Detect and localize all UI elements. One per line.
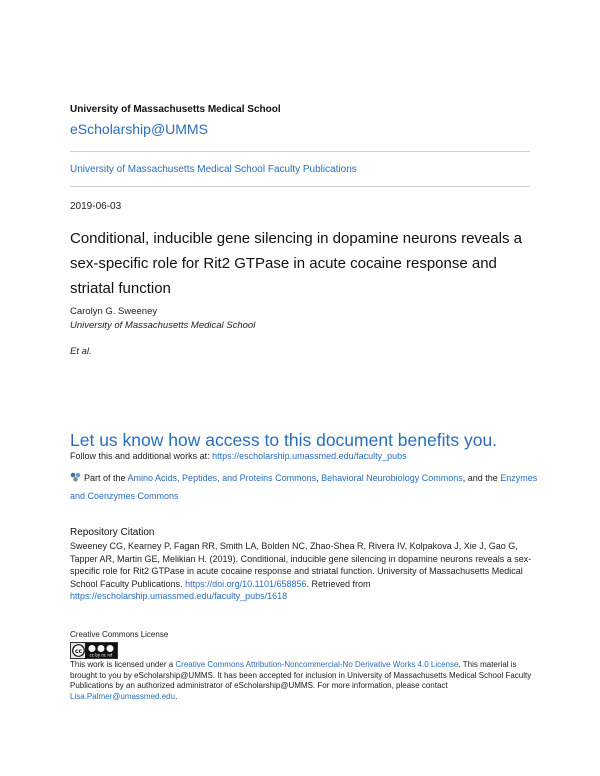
- benefit-feedback-link[interactable]: Let us know how access to this document benefits you.: [70, 430, 498, 450]
- license-end: .: [175, 691, 178, 701]
- cc-license-badge[interactable]: [70, 642, 118, 659]
- license-prefix: This work is licensed under a: [70, 660, 176, 669]
- follow-line: [70, 451, 407, 461]
- author-affiliation: University of Massachusetts Medical School: [70, 320, 256, 331]
- contact-email-link[interactable]: Lisa.Palmer@umassmed.edu: [70, 691, 176, 701]
- part-of-sep: ,: [316, 473, 322, 483]
- svg-text:cc: cc: [74, 647, 83, 655]
- cc-license-link[interactable]: Creative Commons Attribution-Noncommercial-No Derivative Works 4.0 License: [175, 660, 459, 669]
- institution-name: University of Massachusetts Medical School: [70, 104, 281, 115]
- part-of-prefix: Part of the: [84, 473, 128, 483]
- author-name: Carolyn G. Sweeney: [70, 306, 158, 317]
- faculty-pubs-link[interactable]: https://escholarship.umassmed.edu/faculty_pubs: [212, 451, 407, 461]
- license-heading: Creative Commons License: [70, 630, 169, 639]
- part-of-commons: [70, 470, 540, 505]
- citation-body: Sweeney CG, Kearney P, Fagan RR, Smith LA, Bolden NC, Zhao-Shea R, Rivera IV, Kolpakova J, Xie J, Gao G, Tapper AR, Martin GE, Melikian H. (2019). Conditional, inducible gene silencing in dopamine neurons reveals a sex-specific role for Rit2 GTPase in acute cocaine response and striatal function. University of Massachusetts Medical School Faculty Publications.: [70, 541, 532, 589]
- cc-badge-icon: [71, 643, 117, 658]
- repository-link[interactable]: eScholarship@UMMS: [70, 121, 208, 137]
- follow-prefix: Follow this and additional works at:: [70, 451, 213, 461]
- citation-url-link[interactable]: https://escholarship.umassmed.edu/faculty_pubs/1618: [70, 591, 288, 601]
- et-al: Et al.: [70, 346, 92, 357]
- divider: [70, 186, 530, 187]
- citation-text: [70, 540, 540, 603]
- license-text: [70, 660, 540, 702]
- divider: [70, 151, 530, 152]
- amino-acids-commons-link[interactable]: Amino Acids, Peptides, and Proteins Commons: [127, 473, 317, 483]
- doi-link[interactable]: https://doi.org/10.1101/658856: [185, 578, 307, 589]
- publication-date: 2019-06-03: [70, 201, 122, 212]
- enzymes-commons-link[interactable]: Enzymes and Coenzymes Commons: [70, 473, 538, 501]
- paper-title: Conditional, inducible gene silencing in dopamine neurons reveals a sex-specific role for Rit2 GTPase in acute cocaine response and striatal function: [70, 230, 522, 297]
- citation-heading: Repository Citation: [70, 527, 155, 538]
- license-body: . This material is brought to you by eScholarship@UMMS. It has been accepted for inclusion in University of Massachusetts Medical School Faculty Publications by an authorized administrator of eScholarship@UMMS. For more information, please contact: [70, 660, 532, 690]
- network-icon: [70, 471, 81, 488]
- part-of-and: , and the: [462, 473, 501, 483]
- cc-badge-label: cc by nc nd: [89, 652, 113, 658]
- citation-retrieved: . Retrieved from: [306, 578, 371, 589]
- collection-link[interactable]: University of Massachusetts Medical School Faculty Publications: [70, 164, 357, 175]
- behavioral-neurobiology-commons-link[interactable]: Behavioral Neurobiology Commons: [321, 473, 463, 483]
